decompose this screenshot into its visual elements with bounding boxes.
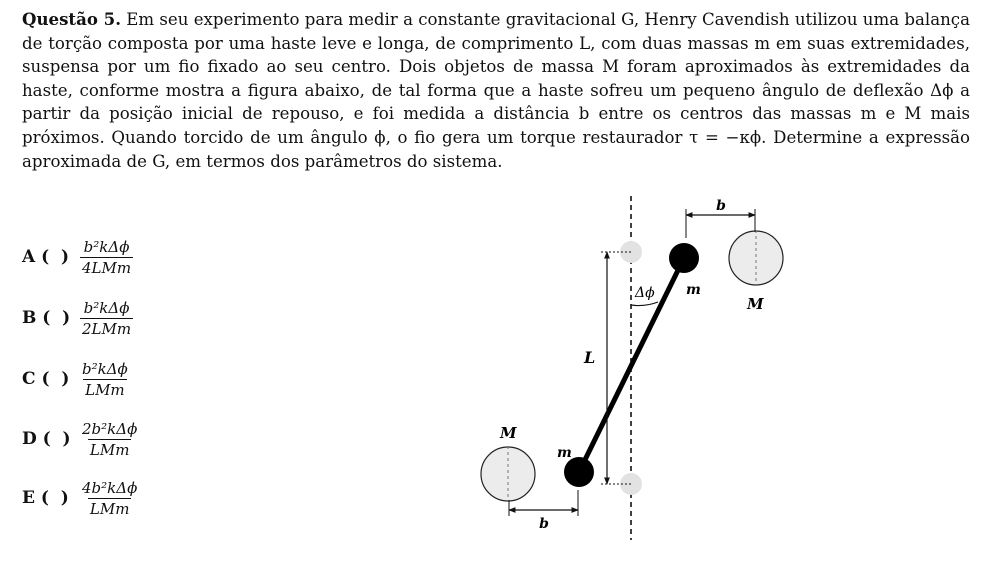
large-mass-left	[481, 447, 535, 501]
option-e[interactable]	[22, 473, 139, 523]
label-M-right: M	[747, 295, 764, 313]
label-M-left: M	[500, 424, 517, 442]
option-e-numerator: 4b²kΔϕ	[82, 478, 138, 497]
question-body: Em seu experimento para medir a constante gravitacional G, Henry Cavendish utilizou uma balança de torção composta por uma haste leve e longa, de comprimento L, com duas massas m em suas extremidades, suspensa por um fio fixado ao seu centro. Dois objetos de massa M foram aproximados às extremidades da haste, conforme mostra a figura abaixo, de tal forma que a haste sofreu um pequeno ângulo de deflexão Δϕ a partir da posição inicial de repouso, e foi medida a distância b entre os centros das massas m e M mais próximos. Quando torcido de um ângulo ϕ, o fio gera um torque restaurador τ = −κϕ. Determine a expressão aproximada de G, em termos dos parâmetros do sistema.	[22, 10, 970, 171]
question-label: Questão 5.	[22, 9, 122, 29]
label-m-bottom: m	[557, 445, 572, 461]
option-b[interactable]	[22, 293, 133, 343]
option-e-fraction	[80, 479, 139, 518]
option-a-denominator: 4LMm	[82, 258, 132, 277]
label-m-top: m	[686, 282, 701, 298]
option-a-letter: A ( )	[22, 247, 70, 267]
option-b-letter: B ( )	[22, 308, 71, 328]
option-c-fraction	[80, 360, 130, 399]
label-L: L	[584, 348, 596, 367]
label-delta-phi: Δϕ	[635, 285, 655, 301]
option-b-denominator: 2LMm	[82, 319, 132, 338]
option-d-denominator: LMm	[89, 440, 130, 459]
option-d[interactable]	[22, 414, 139, 464]
option-b-numerator: b²kΔϕ	[83, 298, 130, 317]
small-mass-top	[669, 243, 699, 273]
option-a-fraction	[80, 238, 133, 277]
option-c[interactable]	[22, 354, 130, 404]
option-c-numerator: b²kΔϕ	[82, 359, 128, 378]
option-c-letter: C ( )	[22, 369, 70, 389]
option-e-denominator: LMm	[89, 499, 130, 518]
option-e-letter: E ( )	[22, 488, 69, 508]
question-text-block	[22, 8, 970, 173]
option-d-numerator: 2b²kΔϕ	[82, 419, 138, 438]
option-d-fraction	[80, 420, 139, 459]
small-mass-bottom	[564, 457, 594, 487]
option-a[interactable]	[22, 232, 133, 282]
option-c-denominator: LMm	[85, 380, 125, 399]
deflection-angle-arc	[631, 302, 658, 306]
label-b-bottom: b	[539, 516, 549, 532]
option-a-numerator: b²kΔϕ	[83, 237, 130, 256]
label-b-top: b	[716, 198, 726, 214]
torsion-balance-figure	[470, 190, 800, 564]
option-d-letter: D ( )	[22, 429, 71, 449]
option-b-fraction	[80, 299, 133, 338]
large-mass-right	[729, 231, 783, 285]
